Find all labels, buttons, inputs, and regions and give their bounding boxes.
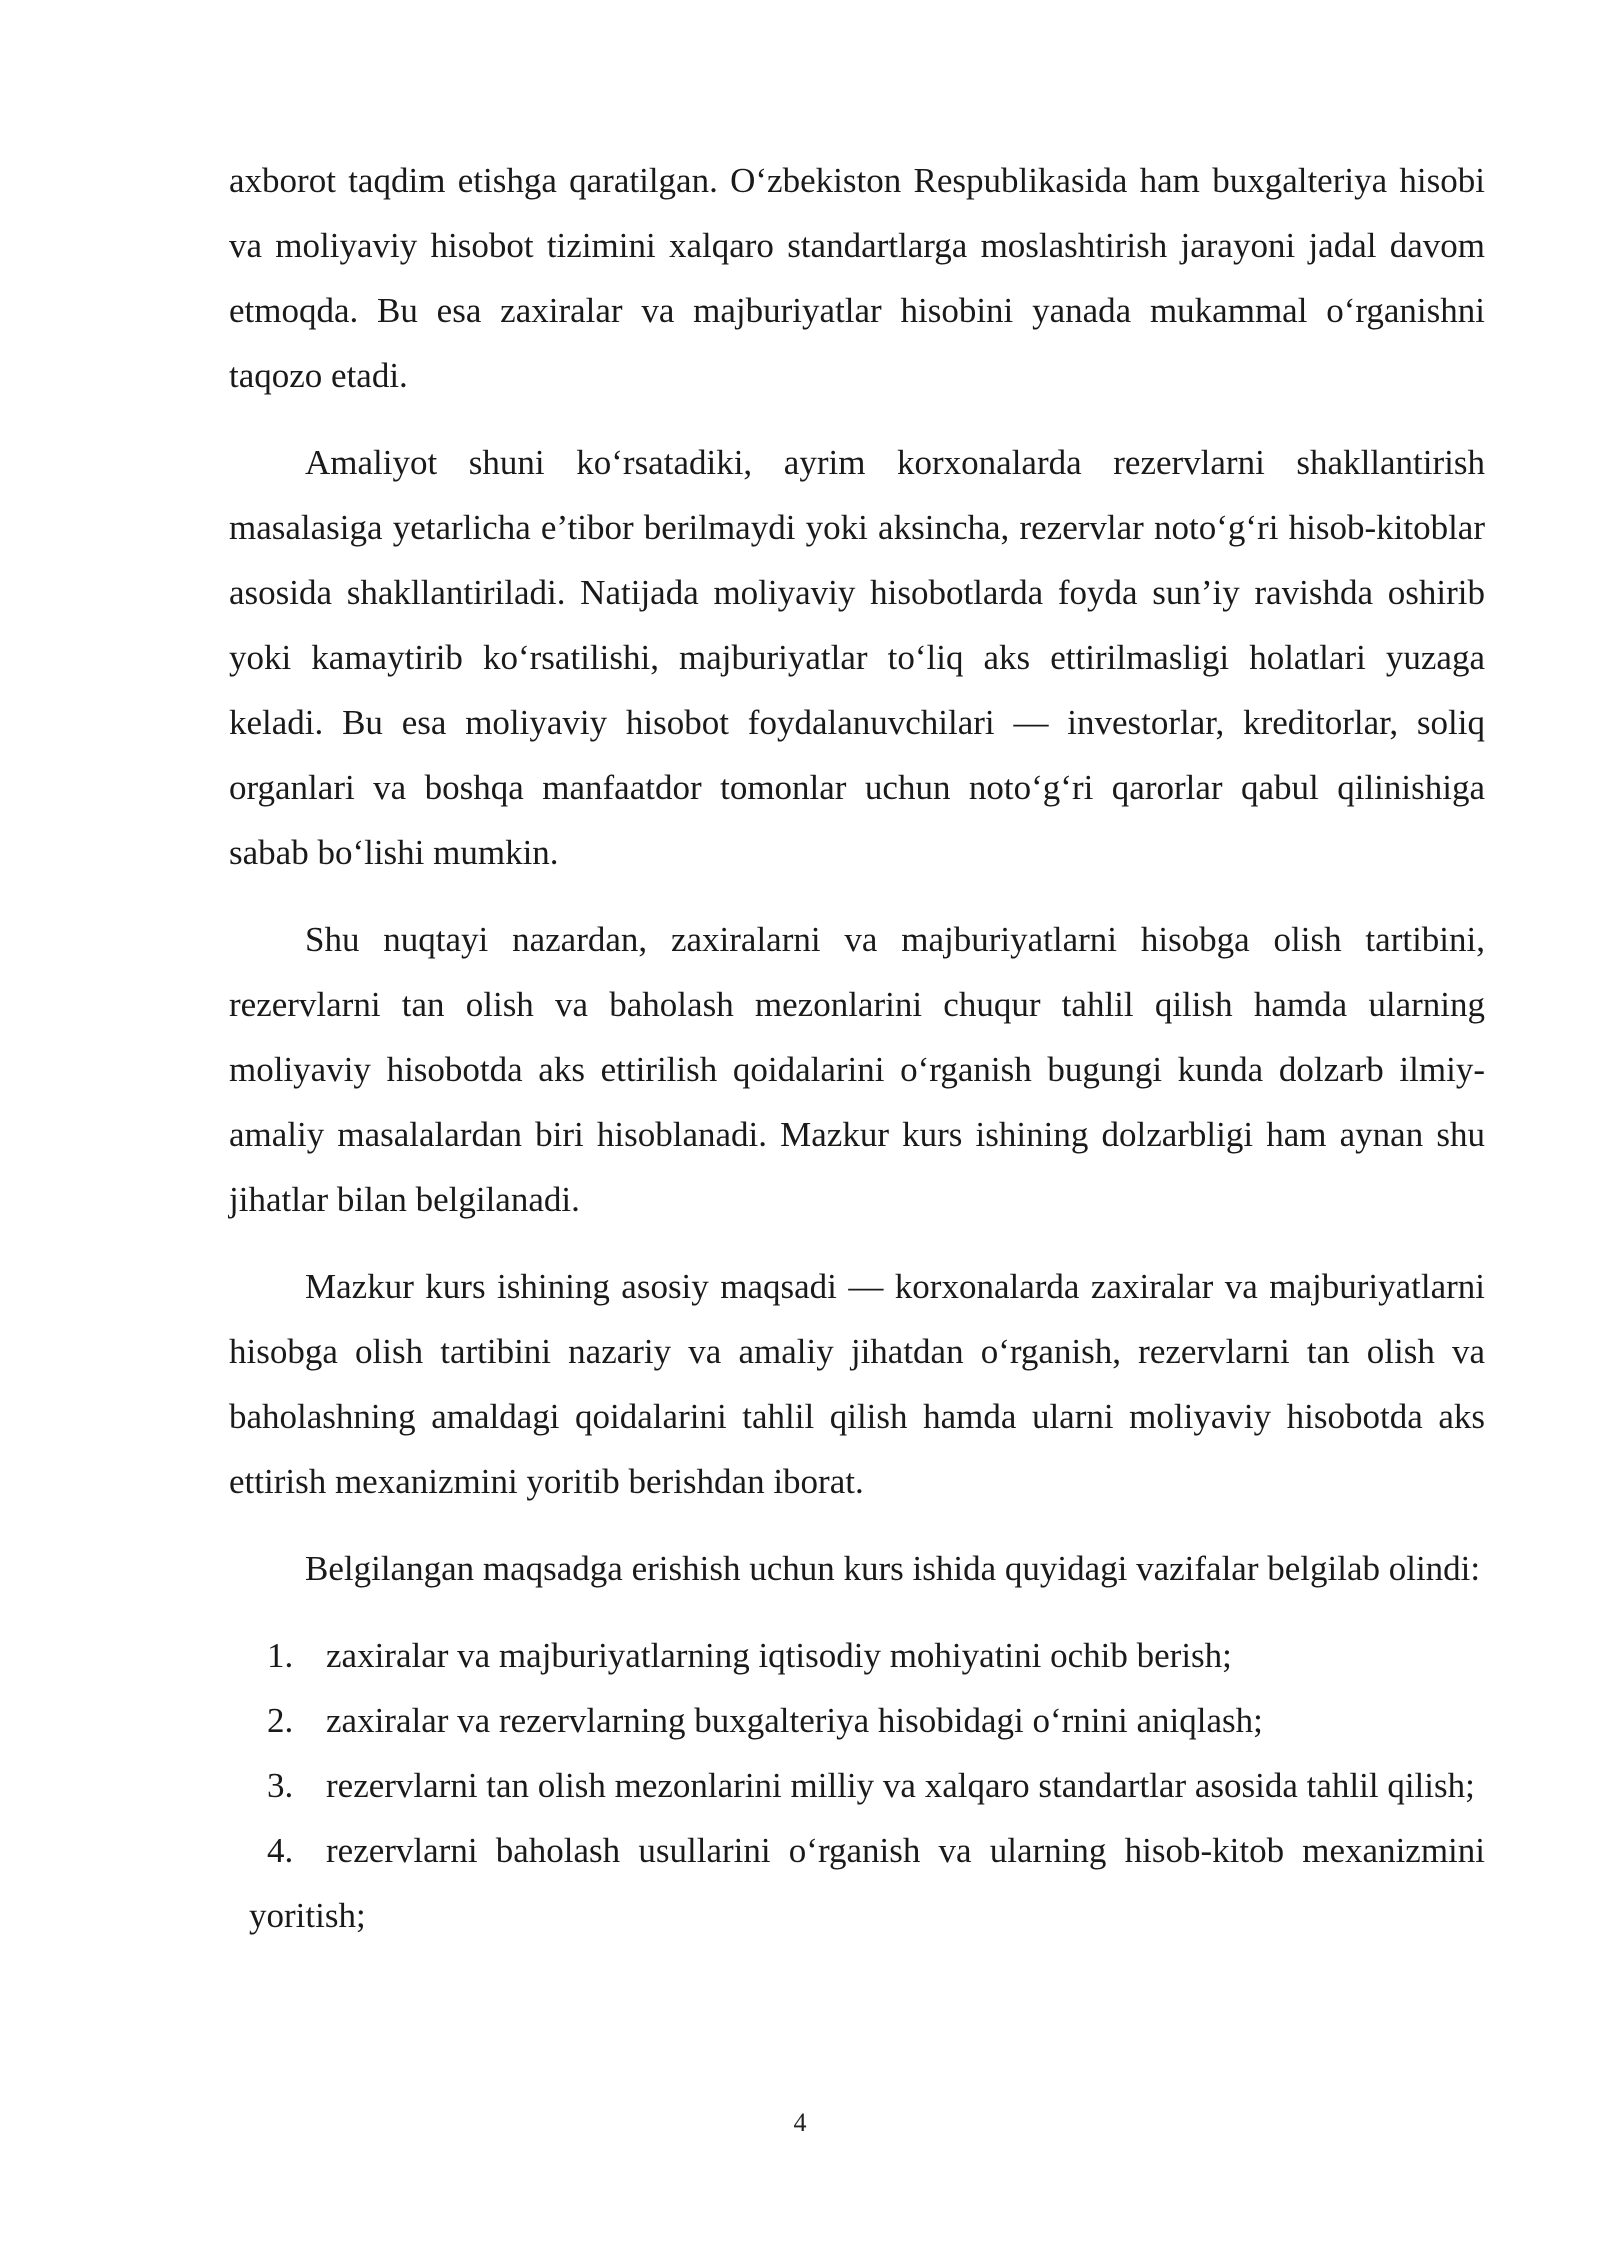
list-item-text: zaxiralar va rezervlarning buxgalteriya hisobidagi o‘rnini aniqlash; bbox=[326, 1701, 1263, 1740]
paragraph-goal: Mazkur kurs ishining asosiy maqsadi — korxonalarda zaxiralar va majburiyatlarni hisobga olish tartibini nazariy va amaliy jihatdan o‘rganish, rezervlarni tan olish va baholashning amaldagi qoidalarini tahlil qilish hamda ularni moliyaviy hisobotda aks ettirish mexanizmini yoritib berishdan iborat. bbox=[229, 1267, 1485, 1501]
page-body bbox=[229, 148, 1485, 1948]
list-item-number: 4. bbox=[267, 1831, 294, 1870]
list-item-number: 3. bbox=[267, 1766, 294, 1805]
paragraph-relevance: Shu nuqtayi nazardan, zaxiralarni va majburiyatlarni hisobga olish tartibini, rezervlarni tan olish va baholash mezonlarini chuqur tahlil qilish hamda ularning moliyaviy hisobotda aks ettirilish qoidalarini o‘rganish bugungi kunda dolzarb ilmiy-amaliy masalalardan biri hisoblanadi. Mazkur kurs ishining dolzarbligi ham aynan shu jihatlar bilan belgilanadi. bbox=[229, 920, 1485, 1219]
list-item bbox=[229, 1818, 1485, 1948]
list-item bbox=[229, 1753, 1485, 1818]
list-item-text: rezervlarni tan olish mezonlarini milliy va xalqaro standartlar asosida tahlil qilish; bbox=[326, 1766, 1475, 1805]
paragraph-tasks-intro: Belgilangan maqsadga erishish uchun kurs ishida quyidagi vazifalar belgilab olindi: bbox=[305, 1549, 1481, 1588]
list-item-text: rezervlarni baholash usullarini o‘rganish va ularning hisob-kitob mexanizmini yoritish; bbox=[249, 1831, 1485, 1935]
page-number: 4 bbox=[793, 2108, 807, 2137]
paragraph-continuation: axborot taqdim etishga qaratilgan. O‘zbekiston Respublikasida ham buxgalteriya hisobi va moliyaviy hisobot tizimini xalqaro standartlarga moslashtirish jarayoni jadal davom etmoqda. Bu esa zaxiralar va majburiyatlar hisobini yanada mukammal o‘rganishni taqozo etadi. bbox=[229, 161, 1485, 395]
paragraph-practice: Amaliyot shuni ko‘rsatadiki, ayrim korxonalarda rezervlarni shakllantirish masalasiga yetarlicha e’tibor berilmaydi yoki aksincha, rezervlar noto‘g‘ri hisob-kitoblar asosida shakllantiriladi. Natijada moliyaviy hisobotlarda foyda sun’iy ravishda oshirib yoki kamaytirib ko‘rsatilishi, majburiyatlar to‘liq aks ettirilmasligi holatlari yuzaga keladi. Bu esa moliyaviy hisobot foydalanuvchilari — investorlar, kreditorlar, soliq organlari va boshqa manfaatdor tomonlar uchun noto‘g‘ri qarorlar qabul qilinishiga sabab bo‘lishi mumkin. bbox=[229, 443, 1485, 872]
list-item bbox=[229, 1688, 1485, 1753]
list-item-text: zaxiralar va majburiyatlarning iqtisodiy mohiyatini ochib berish; bbox=[326, 1636, 1232, 1675]
list-item-number: 1. bbox=[267, 1636, 294, 1675]
list-item bbox=[229, 1623, 1485, 1688]
tasks-list bbox=[229, 1623, 1485, 1948]
list-item-number: 2. bbox=[267, 1701, 294, 1740]
